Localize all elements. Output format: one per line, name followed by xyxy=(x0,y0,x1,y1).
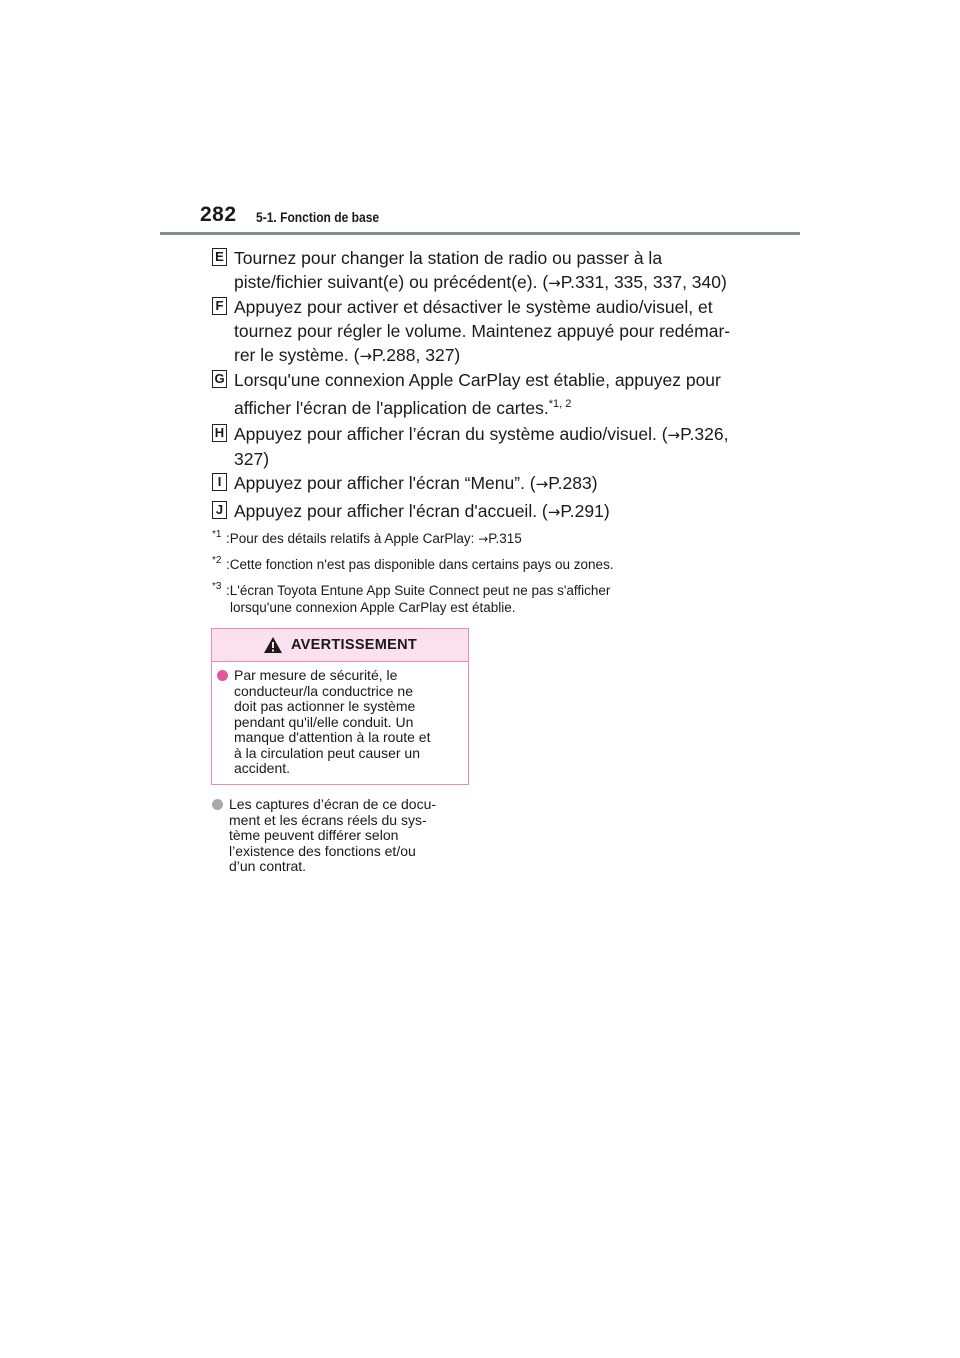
bullet-dot-icon xyxy=(217,670,228,681)
item-h-line2: 327) xyxy=(234,449,270,469)
item-f-line3: rer le système. (→P.288, 327) xyxy=(234,345,461,365)
label-badge-i: I xyxy=(212,473,227,491)
item-f-line1: Appuyez pour activer et désactiver le système audio/visuel, et xyxy=(234,297,713,317)
arrow-icon: → xyxy=(535,475,549,493)
label-badge-j: J xyxy=(212,501,227,519)
bullet-dot-icon xyxy=(212,799,223,810)
warning-title: AVERTISSEMENT xyxy=(290,637,418,653)
arrow-icon: → xyxy=(478,532,489,546)
page-number: 282 xyxy=(200,203,237,226)
arrow-icon: → xyxy=(548,274,561,292)
item-g-line1: Lorsqu'une connexion Apple CarPlay est établie, appuyez pour xyxy=(234,370,721,390)
item-f-line2: tournez pour régler le volume. Maintenez appuyé pour redémar- xyxy=(234,321,731,341)
label-badge-e: E xyxy=(212,248,227,266)
label-badge-g: G xyxy=(212,370,227,388)
section-title: 5-1. Fonction de base xyxy=(256,209,380,225)
item-e-line2: piste/fichier suivant(e) ou précédent(e). (→P.331, 335, 337, 340) xyxy=(234,272,727,292)
footnote-ref: *1, 2 xyxy=(548,398,572,410)
arrow-icon: → xyxy=(359,347,373,365)
item-h-line1: Appuyez pour afficher l’écran du système audio/visuel. (→P.326, xyxy=(234,424,729,444)
arrow-icon: → xyxy=(667,426,681,444)
item-i-line1: Appuyez pour afficher l'écran “Menu”. (→P.283) xyxy=(234,473,598,493)
warning-header xyxy=(212,629,468,662)
footnote-mark: *3 xyxy=(212,581,222,592)
warning-triangle-icon xyxy=(263,636,283,654)
footnote-mark: *2 xyxy=(212,555,222,566)
warning-box: AVERTISSEMENT Par mesure de sécurité, le conducteur/la conductrice ne doit pas actionner le système pendant qu'il/elle conduit. Un manque d'attention à la route et à la circulation peut causer un accident. xyxy=(211,628,469,785)
header-rule xyxy=(160,232,800,235)
footnote-mark: *1 xyxy=(212,529,222,540)
label-badge-h: H xyxy=(212,424,227,442)
item-g-line2: afficher l'écran de l'application de cartes.$^{*1, 2}$ xyxy=(234,398,572,418)
item-e-line1: Tournez pour changer la station de radio ou passer à la xyxy=(234,248,663,268)
arrow-icon: → xyxy=(547,503,561,521)
label-badge-f: F xyxy=(212,297,227,315)
item-j-line1: Appuyez pour afficher l'écran d'accueil. (→P.291) xyxy=(234,501,610,521)
